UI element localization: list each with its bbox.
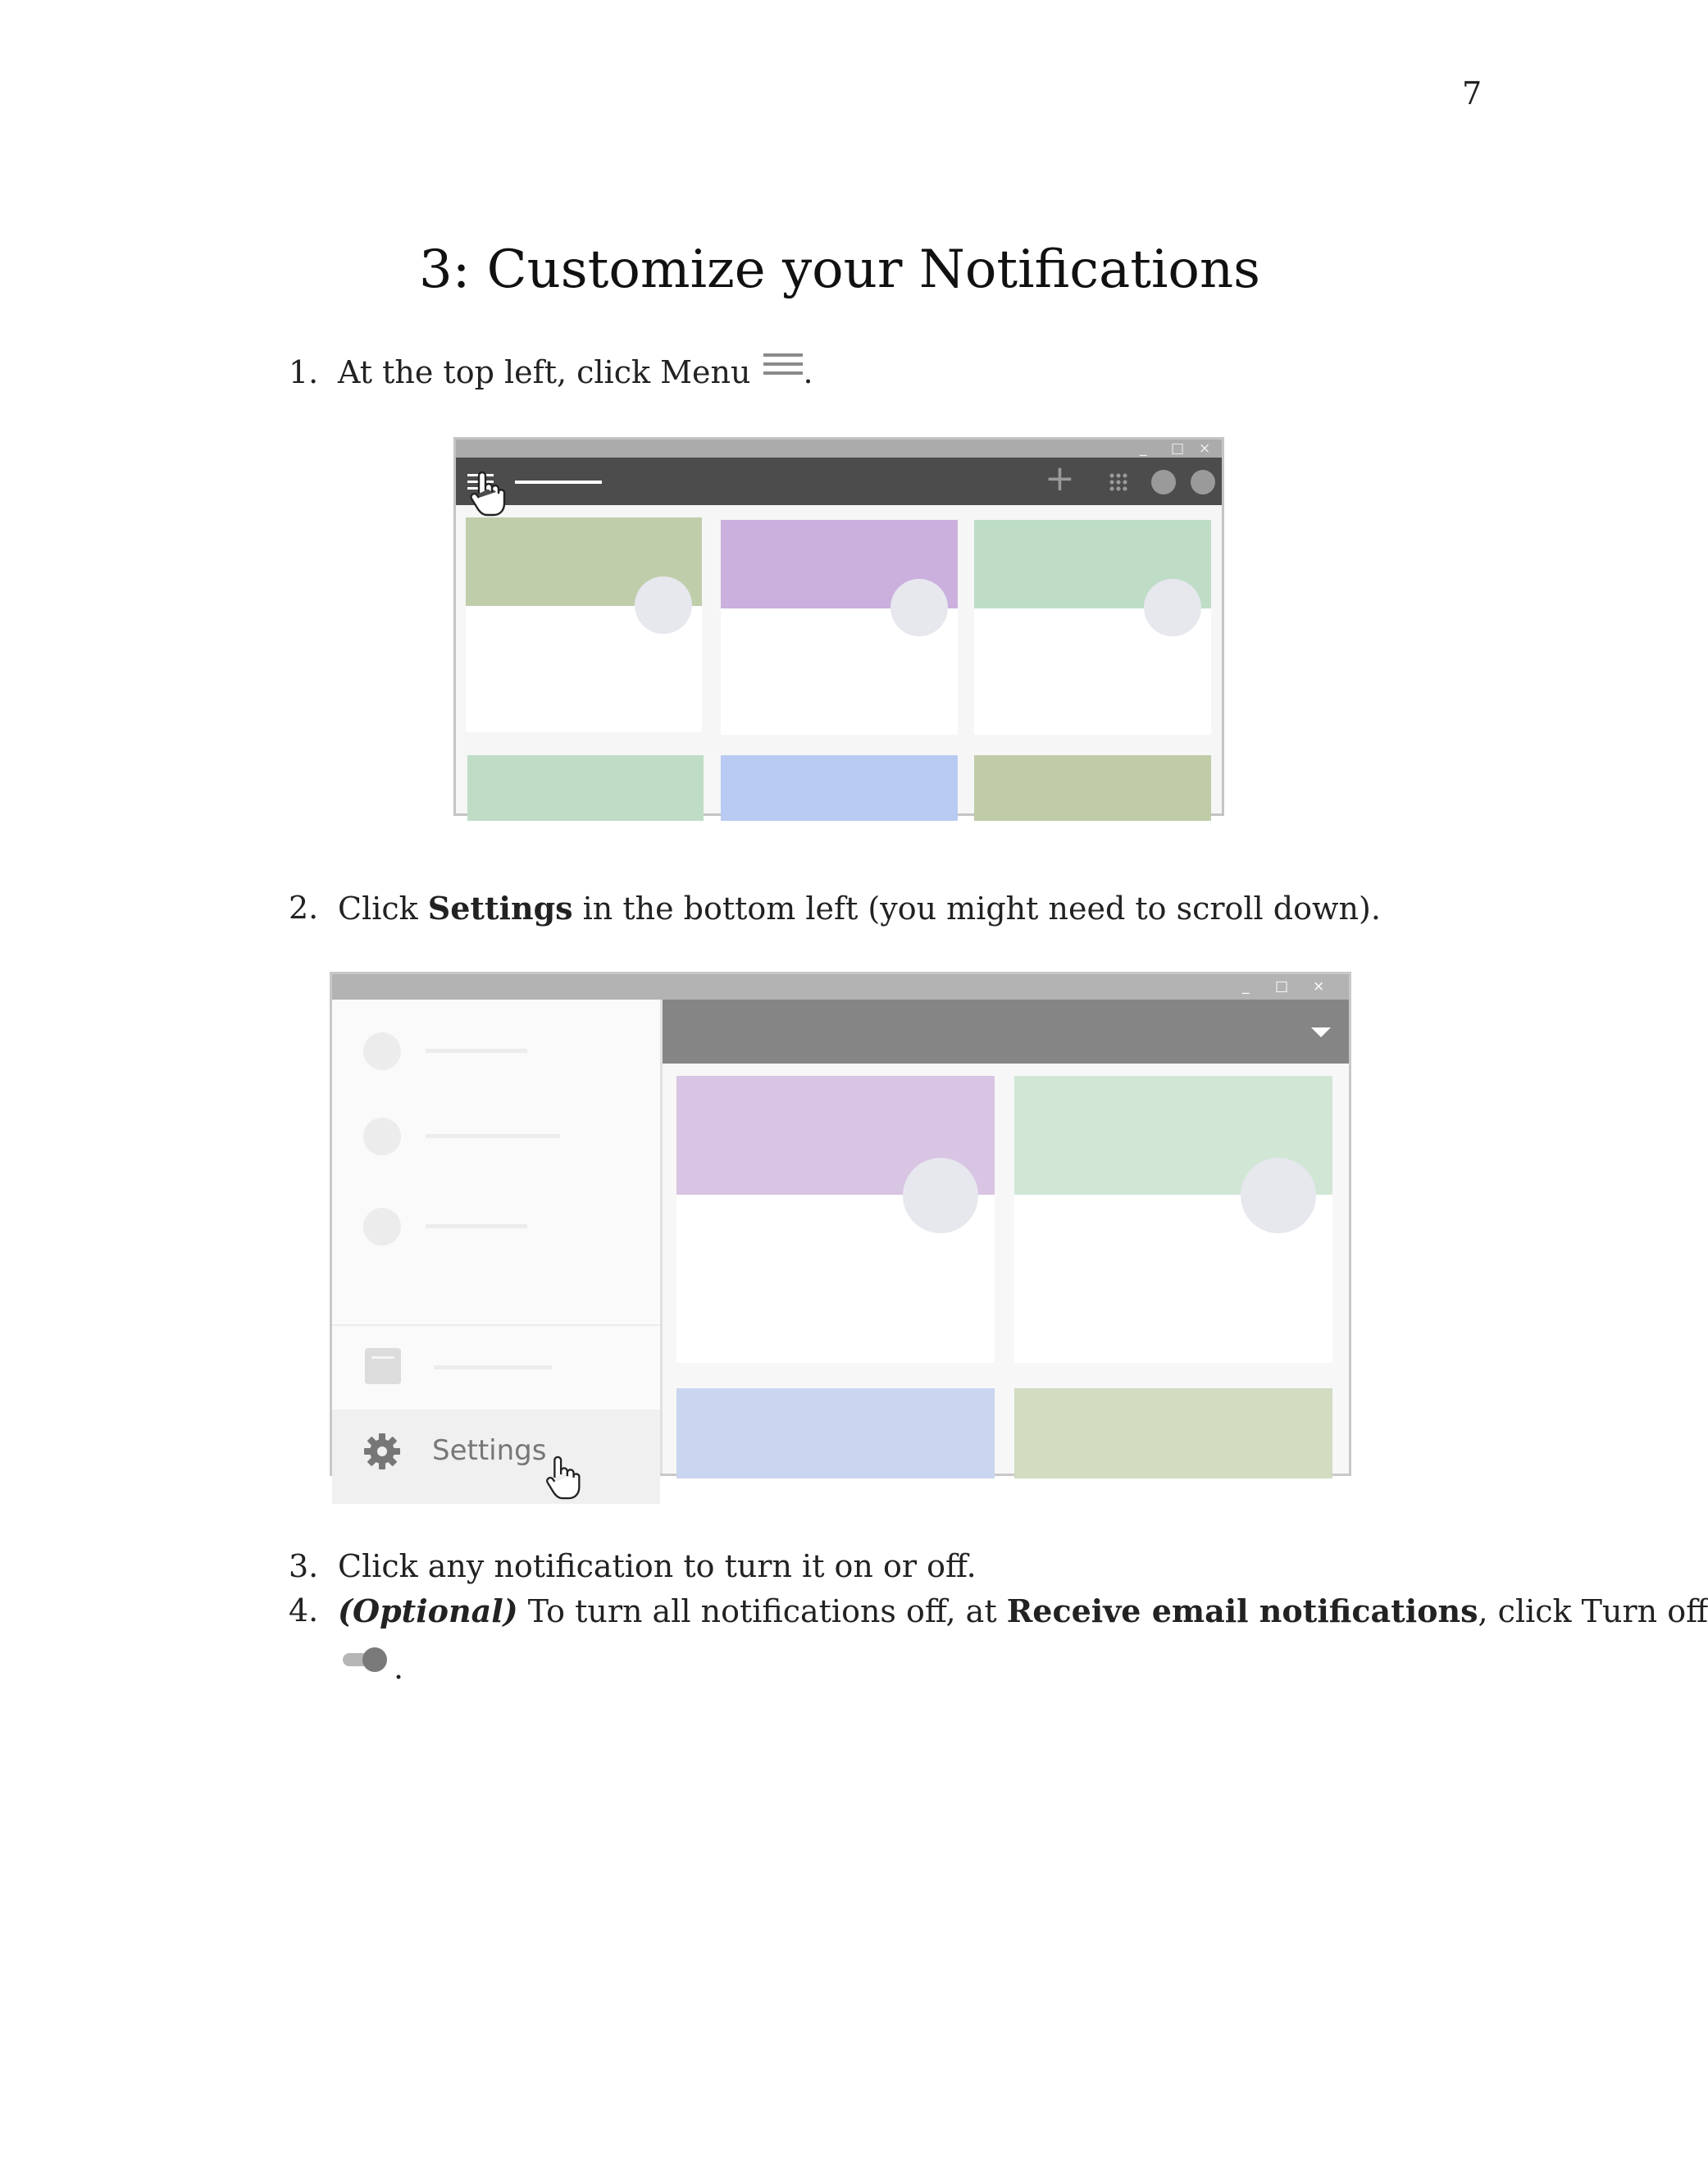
gear-icon [362,1431,403,1472]
add-icon: + [1045,458,1075,499]
app-title-placeholder [515,481,602,484]
app-bar [456,458,1222,505]
card-banner [467,755,704,821]
close-icon: × [1199,440,1211,457]
screenshot-settings [330,972,1351,1476]
step-text [338,354,813,390]
step-4-period: . [394,1650,404,1686]
navigation-drawer [332,1000,663,1474]
avatar-icon [1191,470,1215,494]
apps-grid-icon [1109,472,1128,492]
step-1-period: . [803,354,813,390]
app-bar [663,1000,1349,1064]
class-card [676,1388,995,1478]
step-number: 3. [289,1548,319,1584]
class-card [1014,1388,1332,1478]
drawer-item-icon [363,1208,401,1246]
step-4-pre: To turn all notifications off, at [517,1593,1007,1629]
archive-icon [365,1348,401,1384]
class-card [974,520,1211,735]
drawer-item-label [426,1134,560,1138]
step-4-post: , click Turn off [1478,1593,1708,1629]
page-title: 3: Customize your Notifications [418,239,1261,300]
drawer-divider [332,1324,660,1326]
step-text: Click any notification to turn it on or off. [338,1548,977,1584]
step-text [338,1592,1708,1629]
card-banner [721,755,958,821]
optional-label: (Optional) [338,1592,518,1629]
class-card [1014,1076,1332,1363]
menu-icon [763,353,803,378]
toggle-knob [362,1647,387,1672]
card-avatar [903,1158,978,1233]
settings-label: Settings [432,1434,547,1467]
screenshot-menu [453,437,1224,816]
step-3 [289,1548,1437,1597]
class-card [676,1076,995,1363]
dropdown-caret-icon [1311,1027,1331,1037]
hand-cursor-icon [467,469,508,518]
toggle-switch-icon [343,1645,387,1673]
drawer-item-settings[interactable] [332,1410,660,1504]
card-avatar [635,576,692,634]
step-1 [289,354,1437,403]
step-1-text: At the top left, click Menu [338,354,751,390]
class-card [467,755,704,821]
maximize-icon: □ [1275,978,1289,995]
card-banner [974,755,1211,821]
step-number: 1. [289,354,319,390]
card-avatar [1241,1158,1316,1233]
class-card [721,520,958,735]
window-titlebar [456,440,1222,458]
minimize-icon: _ [1140,440,1147,457]
card-avatar [890,579,948,636]
drawer-item-icon [363,1118,401,1155]
drawer-item-icon [363,1032,401,1070]
class-card [466,517,702,732]
close-icon: × [1313,978,1325,995]
drawer-item-label [434,1365,552,1369]
drawer-item-label [426,1049,527,1053]
card-banner [1014,1388,1332,1478]
card-banner [676,1388,995,1478]
step-2-pre: Click [338,891,428,927]
step-2-post: in the bottom left (you might need to scroll down). [572,891,1381,927]
receive-email-emphasis: Receive email notifications [1006,1592,1478,1629]
drawer-item-label [426,1224,527,1228]
minimize-icon: _ [1242,978,1250,995]
step-number: 4. [289,1592,319,1629]
step-2 [289,890,1437,939]
step-number: 2. [289,890,319,926]
window-titlebar [332,974,1349,1000]
card-avatar [1144,579,1201,636]
class-card [721,755,958,821]
class-card [974,755,1211,821]
step-text [338,890,1381,927]
hand-cursor-icon [542,1454,585,1501]
step-4 [289,1592,1708,1642]
page-number: 7 [1462,75,1483,112]
account-dot-icon [1151,470,1176,494]
settings-emphasis: Settings [427,890,573,927]
maximize-icon: □ [1171,440,1185,457]
